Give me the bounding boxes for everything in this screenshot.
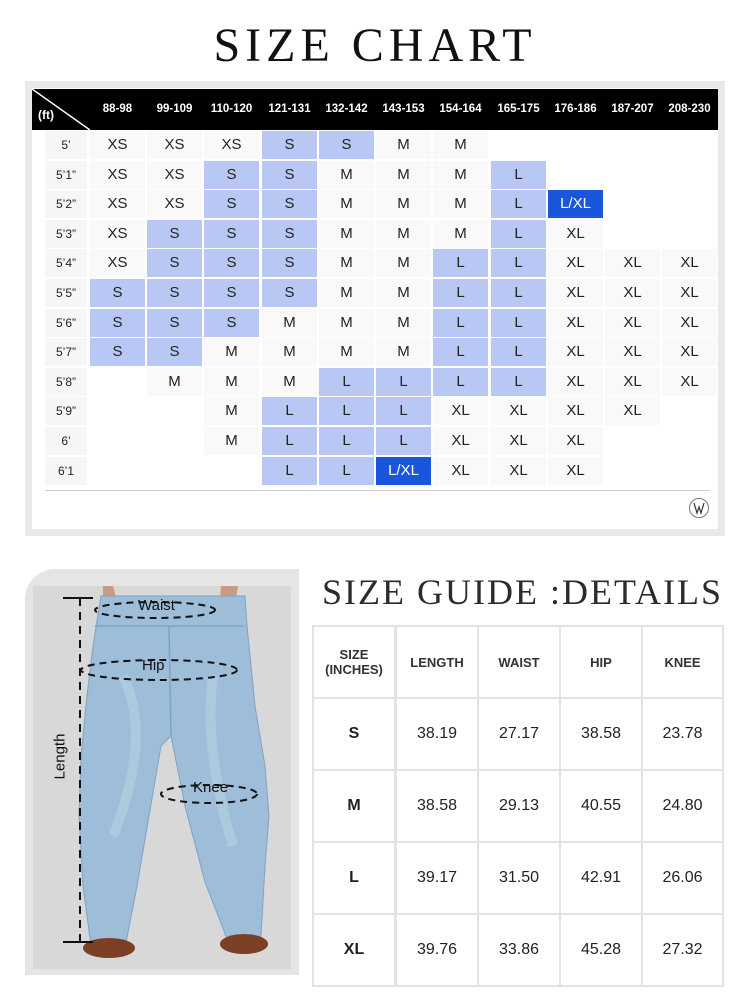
size-cell: S xyxy=(147,279,202,307)
size-cell: S xyxy=(204,249,259,277)
size-cell: L xyxy=(433,279,488,307)
size-cell: L xyxy=(491,338,546,366)
weight-column-header: 165-175 xyxy=(497,103,540,115)
length-label: Length xyxy=(51,733,69,780)
size-cell: XL xyxy=(548,249,603,277)
size-cell: S xyxy=(319,131,374,159)
size-cell: L xyxy=(491,279,546,307)
size-cell: L/XL xyxy=(548,190,603,218)
size-cell: L xyxy=(319,427,374,455)
size-cell: XS xyxy=(90,190,145,218)
size-cell: M xyxy=(262,309,317,337)
size-cell: L xyxy=(433,338,488,366)
guide-value-cell: 27.17 xyxy=(479,699,559,769)
size-cell: M xyxy=(433,190,488,218)
size-cell: L/XL xyxy=(376,457,431,485)
size-cell: L xyxy=(433,309,488,337)
size-cell: L xyxy=(491,220,546,248)
size-cell: S xyxy=(204,309,259,337)
guide-value-cell: 38.58 xyxy=(561,699,641,769)
weight-column-header: 88-98 xyxy=(102,103,133,115)
size-cell: S xyxy=(147,220,202,248)
guide-header-cell: SIZE (INCHES) xyxy=(314,627,394,697)
guide-header-cell: LENGTH xyxy=(397,627,477,697)
size-cell: XL xyxy=(662,368,717,396)
size-guide-title: SIZE GUIDE :DETAILS xyxy=(322,572,724,612)
size-cell: XL xyxy=(605,309,660,337)
size-cell: XL xyxy=(662,338,717,366)
size-cell: L xyxy=(491,309,546,337)
weight-column-header: 154-164 xyxy=(439,103,482,115)
size-cell: XL xyxy=(433,427,488,455)
size-cell: M xyxy=(262,368,317,396)
size-cell: S xyxy=(204,161,259,189)
size-cell: L xyxy=(491,249,546,277)
size-cell: M xyxy=(376,220,431,248)
size-cell: XS xyxy=(90,249,145,277)
size-cell: L xyxy=(491,161,546,189)
size-cell: S xyxy=(204,220,259,248)
size-cell: XL xyxy=(605,397,660,425)
guide-size-cell: XL xyxy=(314,915,394,985)
brand-logo xyxy=(689,498,709,518)
size-cell: M xyxy=(376,161,431,189)
size-cell: M xyxy=(319,161,374,189)
size-cell: XS xyxy=(147,161,202,189)
height-row-label: 6’ xyxy=(45,427,87,455)
size-cell: XL xyxy=(548,427,603,455)
guide-value-cell: 39.17 xyxy=(397,843,477,913)
size-cell: L xyxy=(262,397,317,425)
size-cell: L xyxy=(262,457,317,485)
guide-value-cell: 40.55 xyxy=(561,771,641,841)
guide-value-cell: 31.50 xyxy=(479,843,559,913)
size-cell: S xyxy=(90,279,145,307)
size-cell: M xyxy=(147,368,202,396)
size-cell: S xyxy=(262,249,317,277)
size-cell: M xyxy=(319,338,374,366)
size-cell: L xyxy=(491,190,546,218)
size-cell: XL xyxy=(548,279,603,307)
jeans-measurement-illustration xyxy=(33,586,291,969)
size-cell: S xyxy=(262,131,317,159)
size-cell: XS xyxy=(90,220,145,248)
size-cell: L xyxy=(433,249,488,277)
size-cell: L xyxy=(319,368,374,396)
guide-header-cell: KNEE xyxy=(643,627,722,697)
size-cell: M xyxy=(319,220,374,248)
height-row-label: 5’1” xyxy=(45,161,87,189)
weight-column-header: 143-153 xyxy=(382,103,425,115)
size-cell: S xyxy=(262,279,317,307)
size-cell: S xyxy=(262,220,317,248)
size-cell: XL xyxy=(433,457,488,485)
guide-value-cell: 29.13 xyxy=(479,771,559,841)
guide-header-cell: HIP xyxy=(561,627,641,697)
hip-label: Hip xyxy=(142,657,165,674)
guide-size-cell: L xyxy=(314,843,394,913)
guide-header-cell: WAIST xyxy=(479,627,559,697)
size-cell: M xyxy=(433,131,488,159)
size-cell: XL xyxy=(662,309,717,337)
size-cell: XS xyxy=(147,131,202,159)
size-cell: M xyxy=(319,249,374,277)
size-cell: XL xyxy=(605,338,660,366)
chart-bottom-divider xyxy=(45,490,710,491)
height-row-label: 5’2” xyxy=(45,190,87,218)
size-cell: XL xyxy=(662,249,717,277)
size-cell: L xyxy=(262,427,317,455)
guide-value-cell: 42.91 xyxy=(561,843,641,913)
size-cell: XL xyxy=(548,397,603,425)
size-cell: S xyxy=(204,279,259,307)
height-row-label: 5’3” xyxy=(45,220,87,248)
guide-value-cell: 45.28 xyxy=(561,915,641,985)
size-cell: L xyxy=(376,427,431,455)
height-row-label: 5’5” xyxy=(45,279,87,307)
size-cell: XS xyxy=(147,190,202,218)
size-cell: S xyxy=(262,190,317,218)
size-cell: S xyxy=(147,249,202,277)
size-cell: M xyxy=(319,190,374,218)
size-cell: L xyxy=(319,457,374,485)
guide-value-cell: 33.86 xyxy=(479,915,559,985)
knee-label: Knee xyxy=(193,779,229,796)
size-cell: XL xyxy=(662,279,717,307)
size-cell: M xyxy=(376,309,431,337)
size-cell: M xyxy=(204,397,259,425)
size-cell: M xyxy=(433,220,488,248)
height-unit-label: (ft) xyxy=(38,108,54,122)
size-cell: L xyxy=(376,397,431,425)
size-cell: XL xyxy=(433,397,488,425)
guide-value-cell: 38.19 xyxy=(397,699,477,769)
size-cell: XL xyxy=(548,220,603,248)
size-cell: M xyxy=(376,131,431,159)
size-cell: M xyxy=(376,279,431,307)
size-cell: XL xyxy=(491,427,546,455)
weight-column-header: 99-109 xyxy=(156,103,193,115)
weight-column-header: 176-186 xyxy=(554,103,597,115)
height-row-label: 5’8” xyxy=(45,368,87,396)
height-row-label: 5’6” xyxy=(45,309,87,337)
size-cell: XS xyxy=(204,131,259,159)
size-cell: S xyxy=(262,161,317,189)
size-cell: M xyxy=(262,338,317,366)
size-cell: XL xyxy=(548,309,603,337)
weight-column-header: 208-230 xyxy=(668,103,711,115)
guide-value-cell: 24.80 xyxy=(643,771,722,841)
size-cell: S xyxy=(204,190,259,218)
guide-value-cell: 23.78 xyxy=(643,699,722,769)
size-guide-table xyxy=(312,625,724,987)
size-cell: S xyxy=(147,309,202,337)
size-cell: XS xyxy=(90,161,145,189)
size-cell: XL xyxy=(605,279,660,307)
size-cell: L xyxy=(491,368,546,396)
weight-column-header: 121-131 xyxy=(268,103,311,115)
guide-size-cell: M xyxy=(314,771,394,841)
size-cell: S xyxy=(90,309,145,337)
guide-size-cell: S xyxy=(314,699,394,769)
guide-value-cell: 38.58 xyxy=(397,771,477,841)
size-cell: M xyxy=(204,427,259,455)
size-cell: XL xyxy=(605,368,660,396)
size-cell: L xyxy=(319,397,374,425)
size-cell: S xyxy=(147,338,202,366)
size-cell: M xyxy=(204,368,259,396)
size-cell: M xyxy=(204,338,259,366)
waist-label: Waist xyxy=(138,597,175,614)
size-cell: XL xyxy=(548,457,603,485)
size-cell: L xyxy=(376,368,431,396)
size-cell: M xyxy=(319,279,374,307)
size-cell: M xyxy=(376,190,431,218)
size-cell: XL xyxy=(548,368,603,396)
height-row-label: 5’ xyxy=(45,131,87,159)
size-cell: XL xyxy=(491,397,546,425)
weight-column-header: 187-207 xyxy=(611,103,654,115)
size-cell: M xyxy=(319,309,374,337)
size-cell: M xyxy=(376,249,431,277)
size-cell: XL xyxy=(548,338,603,366)
weight-column-header: 132-142 xyxy=(325,103,368,115)
size-cell: L xyxy=(433,368,488,396)
size-cell: S xyxy=(90,338,145,366)
height-row-label: 6’1 xyxy=(45,457,87,485)
size-chart-title: SIZE CHART xyxy=(213,19,537,72)
guide-value-cell: 39.76 xyxy=(397,915,477,985)
height-row-label: 5’7” xyxy=(45,338,87,366)
guide-value-cell: 26.06 xyxy=(643,843,722,913)
size-cell: M xyxy=(433,161,488,189)
size-cell: XL xyxy=(605,249,660,277)
height-row-label: 5’9” xyxy=(45,397,87,425)
weight-column-header: 110-120 xyxy=(210,103,253,115)
size-cell: M xyxy=(376,338,431,366)
size-cell: XL xyxy=(491,457,546,485)
size-cell: XS xyxy=(90,131,145,159)
height-row-label: 5’4” xyxy=(45,249,87,277)
guide-value-cell: 27.32 xyxy=(643,915,722,985)
